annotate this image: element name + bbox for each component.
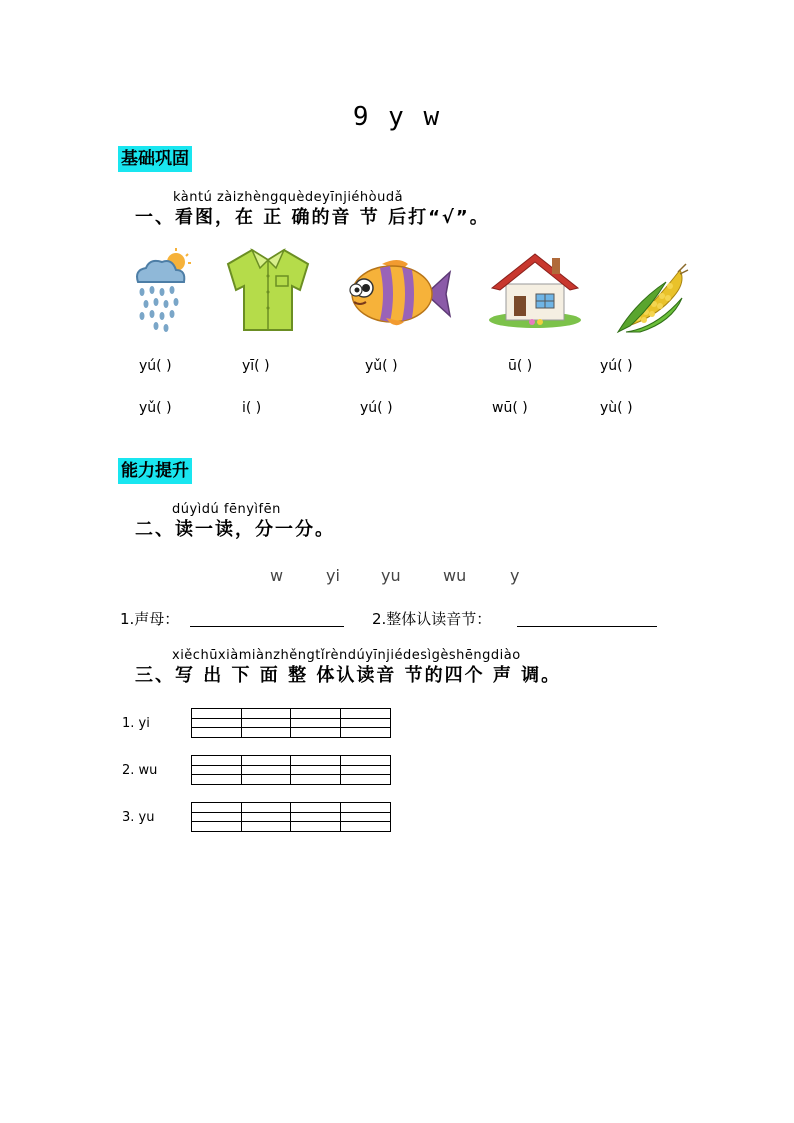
option-i-shirt: i( ) — [242, 400, 262, 416]
house-icon — [486, 248, 584, 330]
option-yu2-fish: yú( ) — [360, 400, 393, 416]
grid-cell[interactable] — [341, 756, 391, 784]
grid-cell[interactable] — [242, 709, 292, 737]
fill2-blank[interactable] — [517, 608, 657, 627]
fish-icon — [342, 256, 452, 332]
letter-yi: yi — [326, 566, 340, 585]
grid-cell[interactable] — [291, 709, 341, 737]
write-row-2-label: 2. wu — [122, 763, 158, 778]
shirt-icon — [222, 246, 314, 334]
grid-cell[interactable] — [192, 803, 242, 831]
fill1-blank[interactable] — [190, 608, 344, 627]
grid-cell[interactable] — [341, 803, 391, 831]
letter-wu: wu — [443, 566, 467, 585]
fill1-label: 1.声母： — [120, 610, 180, 628]
q2-text: 二、读一读，分一分。 — [135, 519, 335, 540]
write-row-1-label: 1. yi — [122, 716, 150, 731]
option-yu2-rain: yú( ) — [139, 358, 172, 374]
fill2-label: 2.整体认读音节： — [372, 610, 492, 628]
corn-icon — [616, 262, 690, 334]
option-wu1-house: wū( ) — [492, 400, 528, 416]
q1-pinyin: kàntú zàizhèngquèdeyīnjiéhòudǎ — [173, 190, 404, 205]
grid-cell[interactable] — [242, 803, 292, 831]
option-yu3-rain: yǔ( ) — [139, 400, 172, 416]
option-yu3-fish: yǔ( ) — [365, 358, 398, 374]
option-yu4-corn: yù( ) — [600, 400, 633, 416]
rain-cloud-icon — [128, 248, 196, 332]
write-row-3-label: 3. yu — [122, 810, 155, 825]
write-grid-yi[interactable] — [191, 708, 391, 738]
letter-w: w — [270, 566, 284, 585]
q3-text: 三、写 出 下 面 整 体认读音 节的四个 声 调。 — [135, 665, 562, 686]
write-grid-yu[interactable] — [191, 802, 391, 832]
option-yi1-shirt: yī( ) — [242, 358, 270, 374]
letter-yu: yu — [381, 566, 401, 585]
grid-cell[interactable] — [192, 709, 242, 737]
write-grid-wu[interactable] — [191, 755, 391, 785]
grid-cell[interactable] — [192, 756, 242, 784]
q1-text: 一、看图，在 正 确的音 节 后打“√”。 — [135, 207, 490, 228]
letter-y: y — [510, 566, 520, 585]
grid-cell[interactable] — [242, 756, 292, 784]
grid-cell[interactable] — [291, 756, 341, 784]
q2-pinyin: dúyìdú fēnyìfēn — [172, 502, 281, 517]
q3-pinyin: xiěchūxiàmiànzhěngtǐrèndúyīnjiédesìgèshēngdiào — [172, 648, 521, 663]
page-title: 9 y w — [352, 102, 442, 132]
section-tag-basic: 基础巩固 — [118, 146, 192, 172]
option-yu2-corn: yú( ) — [600, 358, 633, 374]
option-u1-house: ū( ) — [508, 358, 533, 374]
grid-cell[interactable] — [341, 709, 391, 737]
section-tag-advanced: 能力提升 — [118, 458, 192, 484]
grid-cell[interactable] — [291, 803, 341, 831]
